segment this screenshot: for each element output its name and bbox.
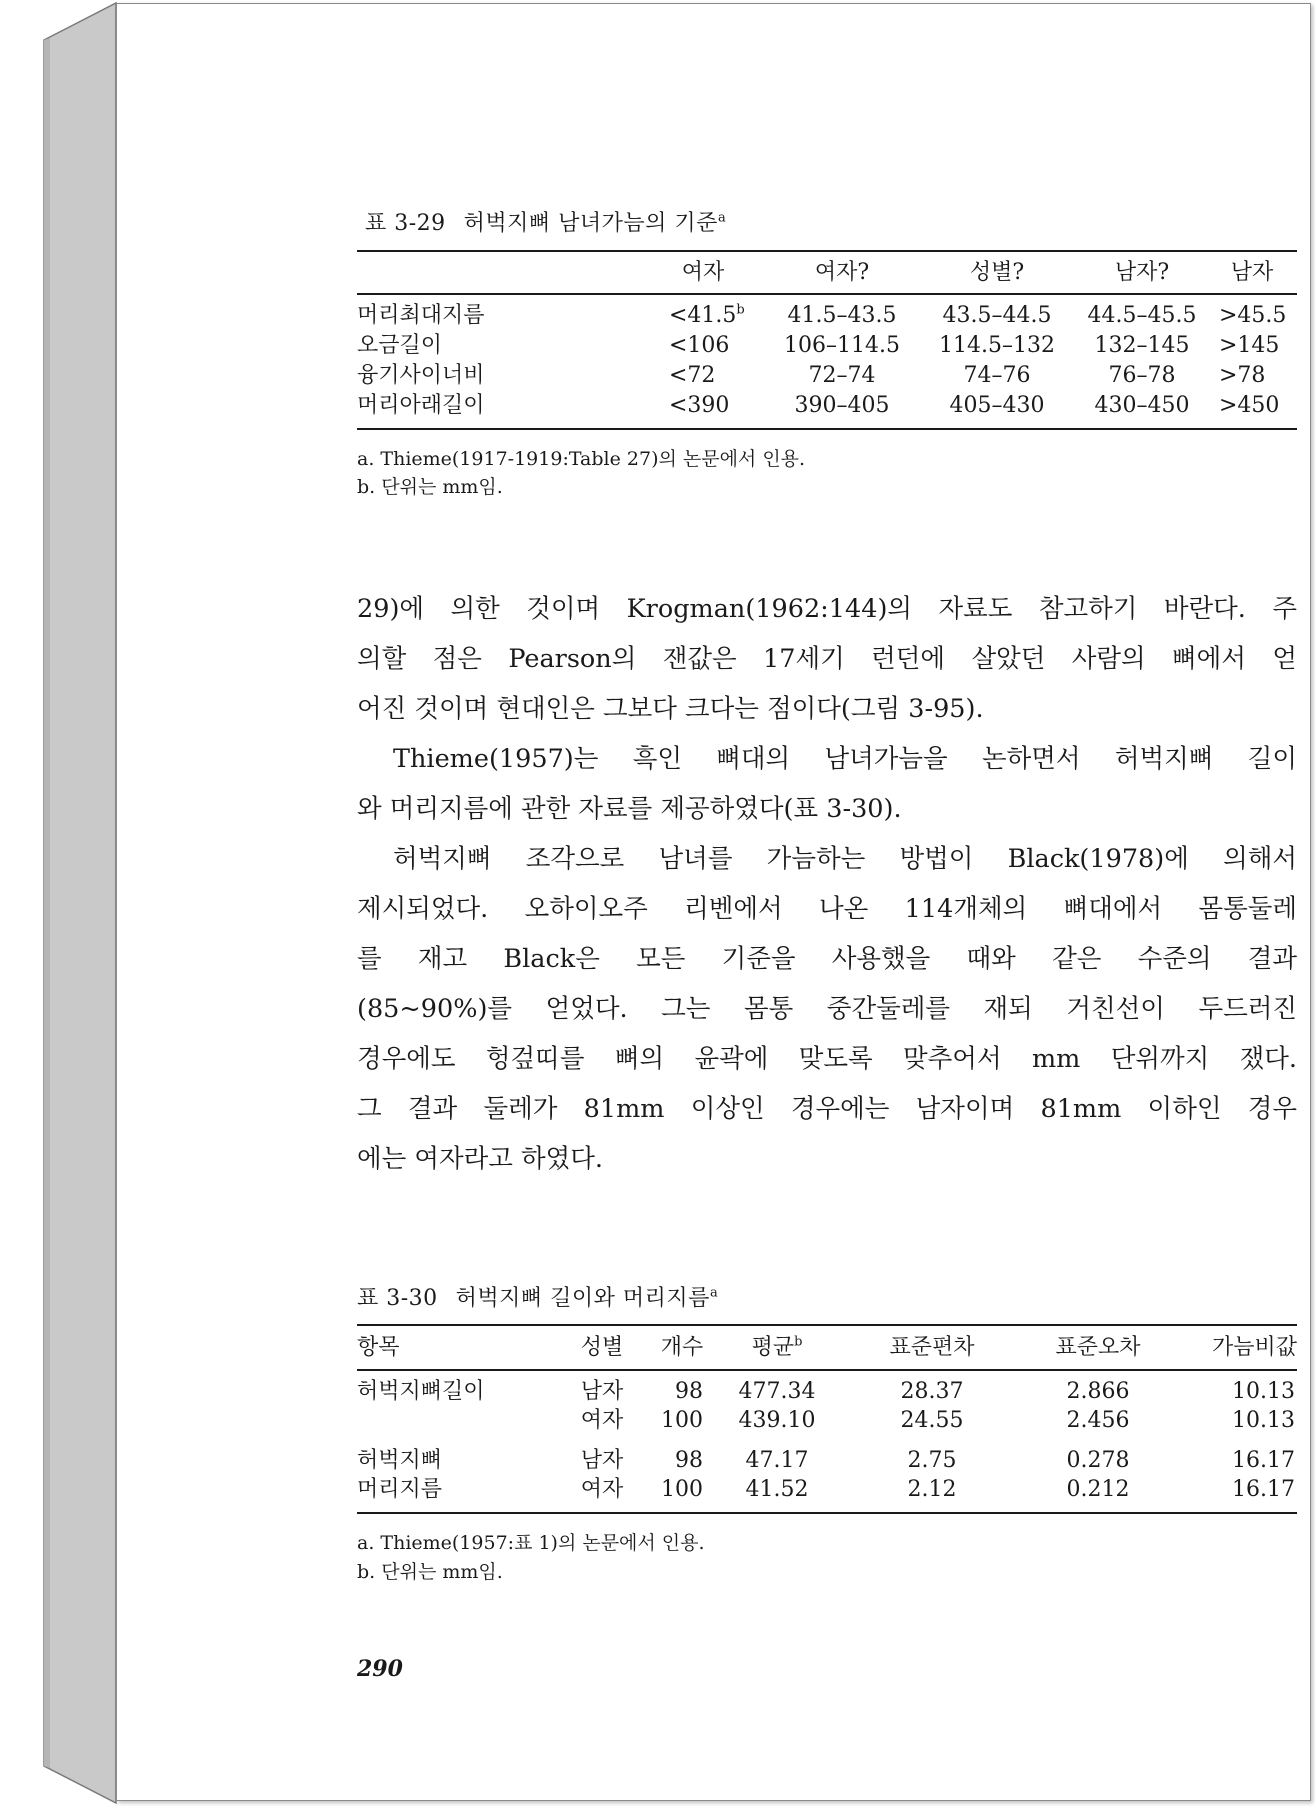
- table2-row-label: 머리지름: [357, 1477, 443, 1502]
- table1-note: b. 단위는 mm임.: [357, 476, 503, 498]
- table1-row-label: 오금길이: [357, 333, 443, 358]
- table2-cell: 24.55: [900, 1408, 964, 1433]
- table1-cell: 106–114.5: [784, 333, 900, 358]
- table1-row-label: 융기사이너비: [357, 363, 485, 388]
- table2-title-sup: a: [709, 1285, 719, 1301]
- table2-cell: 10.13: [1232, 1379, 1295, 1404]
- table1-header-rule: [357, 293, 1297, 295]
- table1-cell: >450: [1219, 393, 1280, 418]
- table2-row-label: 허벅지뼈길이: [357, 1379, 485, 1404]
- table2-header: 개수: [660, 1335, 704, 1360]
- table2-cell: 41.52: [745, 1477, 809, 1502]
- table1-cell: <390: [669, 393, 730, 418]
- table1-caption: [365, 206, 726, 237]
- table2-cell: 0.278: [1066, 1448, 1130, 1473]
- table2-cell: 여자: [580, 1408, 624, 1433]
- table2-cell: 남자: [580, 1448, 624, 1473]
- table2-top-rule: [357, 1324, 1297, 1326]
- table2-cell: 100: [661, 1477, 703, 1502]
- table2-header: 가늠비값: [1211, 1335, 1297, 1360]
- table1-row-label: 머리아래길이: [357, 393, 485, 418]
- body-line: (85~90%)를 얻었다. 그는 몸통 중간둘레를 재되 거친선이 두드러진: [357, 994, 1297, 1024]
- table1-header: 여자: [681, 260, 725, 285]
- body-line: Thieme(1957)는 흑인 뼈대의 남녀가늠을 논하면서 허벅지뼈 길이: [393, 744, 1297, 774]
- table1-number: 표 3-29: [365, 211, 446, 236]
- table1-row-label: 머리최대지름: [357, 303, 485, 328]
- body-line: 29)에 의한 것이며 Krogman(1962:144)의 자료도 참고하기 바란다. 주: [357, 594, 1297, 624]
- body-line: 에는 여자라고 하였다.: [357, 1144, 604, 1174]
- table2-cell: 여자: [580, 1477, 624, 1502]
- table1-cell-sup: b: [736, 302, 745, 318]
- table1-cell: >45.5: [1219, 303, 1287, 328]
- table1-cell: <72: [669, 363, 716, 388]
- table2-cell: 10.13: [1232, 1408, 1295, 1433]
- book-page: [116, 3, 1311, 1801]
- table2-bottom-rule: [357, 1512, 1297, 1514]
- table1-header: 남자?: [1114, 260, 1170, 285]
- table1-cell: >145: [1219, 333, 1280, 358]
- table1-cell: 72–74: [808, 363, 876, 388]
- table1-note: a. Thieme(1917-1919:Table 27)의 논문에서 인용.: [357, 448, 806, 470]
- page-number: 290: [357, 1656, 403, 1682]
- table1-cell: 41.5–43.5: [787, 303, 897, 328]
- table1-cell: 74–76: [963, 363, 1031, 388]
- table2-cell: 16.17: [1232, 1448, 1295, 1473]
- table2-header: 표준오차: [1055, 1335, 1141, 1360]
- table1-cell: 390–405: [794, 393, 890, 418]
- table1-cell: 132–145: [1094, 333, 1190, 358]
- table1-title: 허벅지뼈 남녀가늠의 기준: [463, 211, 718, 236]
- table2-title: 허벅지뼈 길이와 머리지름: [455, 1286, 710, 1311]
- table2-header-rule: [357, 1369, 1297, 1371]
- table1-header: 여자?: [814, 260, 870, 285]
- body-line: 그 결과 둘레가 81mm 이상인 경우에는 남자이며 81mm 이하인 경우: [357, 1094, 1297, 1124]
- book-spine: [0, 0, 118, 1806]
- table1-cell: 43.5–44.5: [942, 303, 1052, 328]
- table1-top-rule: [357, 250, 1297, 252]
- table2-header: 평균$^b$: [751, 1334, 803, 1360]
- body-line: 경우에도 헝겊띠를 뼈의 윤곽에 맞도록 맞추어서 mm 단위까지 쟀다.: [357, 1044, 1297, 1074]
- table2-number: 표 3-30: [357, 1286, 438, 1311]
- body-line: 를 재고 Black은 모든 기준을 사용했을 때와 같은 수준의 결과: [357, 944, 1297, 974]
- table1-cell: >78: [1219, 363, 1266, 388]
- table2-cell: 2.456: [1066, 1408, 1130, 1433]
- table2-mean-sup: b: [794, 1334, 803, 1350]
- table2-cell: 100: [661, 1408, 703, 1433]
- table2-cell: 남자: [580, 1379, 624, 1404]
- table2-header: 성별: [580, 1335, 624, 1360]
- body-line: 의할 점은 Pearson의 잰값은 17세기 런던에 살았던 사람의 뼈에서 얻: [357, 644, 1297, 674]
- table1-cell: <41.5$^b$: [669, 302, 745, 328]
- body-line: 제시되었다. 오하이오주 리벤에서 나온 114개체의 뼈대에서 몸통둘레: [357, 894, 1297, 924]
- table1-cell: 76–78: [1108, 363, 1176, 388]
- table2-note: b. 단위는 mm임.: [357, 1561, 503, 1583]
- table1-title-sup: a: [717, 210, 727, 226]
- table2-cell: 439.10: [738, 1408, 816, 1433]
- table2-header: 항목: [357, 1335, 400, 1360]
- table1-header: 남자: [1230, 260, 1274, 285]
- body-line: 와 머리지름에 관한 자료를 제공하였다(표 3-30).: [357, 794, 902, 824]
- table2-cell: 477.34: [738, 1379, 816, 1404]
- table1-cell: 114.5–132: [939, 333, 1055, 358]
- table2-cell: 0.212: [1066, 1477, 1130, 1502]
- table2-cell: 2.75: [907, 1448, 957, 1473]
- body-text: [357, 584, 1297, 1184]
- table1-bottom-rule: [357, 428, 1297, 430]
- body-line: 허벅지뼈 조각으로 남녀를 가늠하는 방법이 Black(1978)에 의해서: [393, 844, 1297, 874]
- table1-cell: 405–430: [949, 393, 1045, 418]
- table2-cell: 47.17: [745, 1448, 809, 1473]
- table1-cell: 430–450: [1094, 393, 1190, 418]
- table2-row-label: 허벅지뼈: [357, 1448, 443, 1473]
- table2-note: a. Thieme(1957:표 1)의 논문에서 인용.: [357, 1532, 705, 1554]
- table1-cell: 44.5–45.5: [1087, 303, 1197, 328]
- table2-cell: 2.12: [907, 1477, 957, 1502]
- table2-cell: 98: [675, 1379, 703, 1404]
- table2-caption: [357, 1281, 718, 1312]
- body-line: 어진 것이며 현대인은 그보다 크다는 점이다(그림 3-95).: [357, 694, 984, 724]
- table1-header: 성별?: [969, 260, 1025, 285]
- table2-cell: 2.866: [1066, 1379, 1130, 1404]
- table2-cell: 28.37: [900, 1379, 964, 1404]
- table2-cell: 98: [675, 1448, 703, 1473]
- table2-cell: 16.17: [1232, 1477, 1295, 1502]
- table2-header: 표준편차: [889, 1335, 975, 1360]
- table1-cell: <106: [669, 333, 730, 358]
